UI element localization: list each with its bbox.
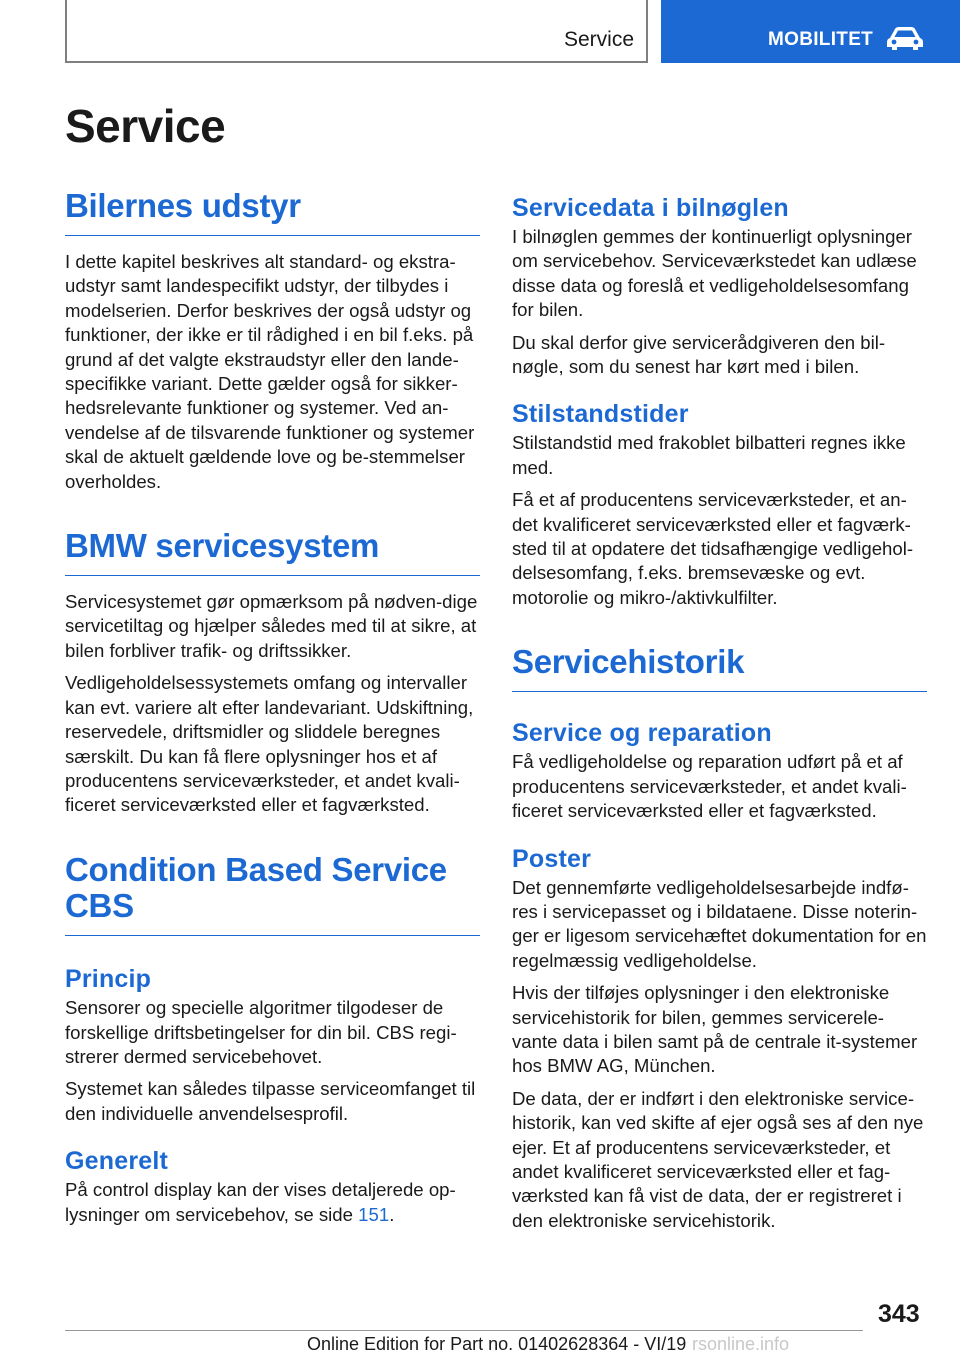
paragraph-poster-3: De data, der er indført i den elektroniske service-historik, kan ved skifte af ejer også ses af den nye ejer. Et af producentens serviceværksteder, et andet kvalificeret serviceværksted eller et fag-værksted kan få vist de data, der er registreret i den elektroniske servicehistorik. (512, 1087, 924, 1231)
page-link-151[interactable]: 151 (358, 1203, 390, 1225)
heading-generelt: Generelt (65, 1147, 169, 1176)
heading-condition-based-service: Condition Based Service CBS (65, 850, 447, 924)
paragraph-servicedata-2: Du skal derfor give servicerådgiveren den bil-nøgle, som du senest har kørt med i bilen. (512, 331, 886, 378)
heading-bmw-servicesystem: BMW servicesystem (65, 528, 480, 576)
paragraph-bmw-2: Vedligeholdelsessystemets omfang og intervaller kan evt. variere alt efter landevariant. Udskiftning, reservedele, driftsmidler og sliddele beregnes særskilt. Du kan få flere oplysninger hos et af producentens serviceværksteder, et andet kvali-ficeret serviceværksted eller et fagværksted. (65, 672, 474, 816)
left-column (65, 188, 480, 1235)
header-section-title: Service (563, 28, 634, 51)
paragraph-poster-1: Det gennemførte vedligeholdelsesarbejde indfø-res i servicepasset og i bildataene. Disse noterin-ger er ligesom servicehæftet dokumentation for en regelmæssig vedligeholdelse. (512, 876, 927, 971)
heading-cbs-rule (65, 935, 480, 937)
paragraph-princip-2: Systemet kan således tilpasse serviceomfanget til den individuelle anvendelsesprofil. (65, 1078, 476, 1124)
heading-bilernes-udstyr: Bilernes udstyr (65, 188, 480, 236)
paragraph-servicedata-1: I bilnøglen gemmes der kontinuerligt oplysninger om servicebehov. Serviceværkstedet kan udlæse disse data og foreslå et vedligeholdelsesomfang for bilen. (512, 226, 917, 321)
heading-servicehistorik: Servicehistorik (512, 644, 927, 692)
heading-poster: Poster (512, 844, 592, 873)
paragraph-reparation: Få vedligeholdelse og reparation udført på et af producentens serviceværksteder, et andet kvali-ficeret serviceværksted eller et fagværksted. (512, 751, 907, 822)
paragraph-generelt-text: På control display kan der vises detaljerede op-lysninger om servicebehov, se side (65, 1179, 456, 1225)
heading-princip: Princip (65, 965, 152, 994)
car-icon (885, 24, 925, 52)
watermark: rsonline.info (692, 1334, 790, 1354)
footer-edition: Online Edition for Part no. 01402628364 - VI/19 (307, 1334, 687, 1354)
page-title: Service (65, 100, 226, 152)
paragraph-stilstand-2: Få et af producentens serviceværksteder, et an-det kvalificeret serviceværksted eller et fagværk-sted til at opdatere det tidsafhængige vedligehol-delsesomfang, f.eks. bremsevæske og evt. motorolie og mikro-/aktivkulfilter. (512, 489, 914, 608)
paragraph-generelt-end: . (389, 1203, 395, 1225)
right-column (512, 193, 927, 1241)
header-section-box (65, 0, 648, 63)
page-number: 343 (878, 1300, 920, 1328)
header-tab-label: MOBILITET (768, 29, 874, 50)
paragraph-bmw-1: Servicesystemet gør opmærksom på nødven-dige servicetiltag og hjælper således med til at sikre, at bilen forbliver trafik- og driftssikker. (65, 591, 478, 661)
paragraph-poster-2: Hvis der tilføjes oplysninger i den elektroniske servicehistorik for bilen, gemmes servicerele-vante data i bilen samt på de centrale it-systemer hos BMW AG, München. (512, 982, 918, 1077)
paragraph-generelt (65, 1178, 480, 1227)
paragraph-princip-1: Sensorer og specielle algoritmer tilgodeser de forskellige driftsbetingelser for din bil. CBS regi-strerer dermed servicebehovet. (65, 997, 457, 1068)
heading-service-og-reparation: Service og reparation (512, 719, 772, 748)
header-chapter-tab[interactable] (661, 0, 960, 63)
heading-servicedata: Servicedata i bilnøglen (512, 194, 789, 222)
paragraph-stilstand-1: Stilstandstid med frakoblet bilbatteri regnes ikke med. (512, 432, 906, 478)
footer-rule (65, 1330, 863, 1331)
heading-stilstandstider: Stilstandstider (512, 400, 689, 429)
paragraph-bilernes-udstyr: I dette kapitel beskrives alt standard- og ekstra-udstyr samt landespecifikt udstyr, der tilbydes i modelserien. Derfor beskrives der også udstyr og funktioner, der ikke er til rådighed i en bil f.eks. på grund af det valgte ekstraudstyr eller den lande-specifikke variant. Dette gælder også for sikker-hedsrelevante funktioner og systemer. Ved an-vendelse af de tilsvarende funktioner og systemer skal de aktuelt gældende love og be-stemmelser overholdes. (65, 251, 475, 492)
